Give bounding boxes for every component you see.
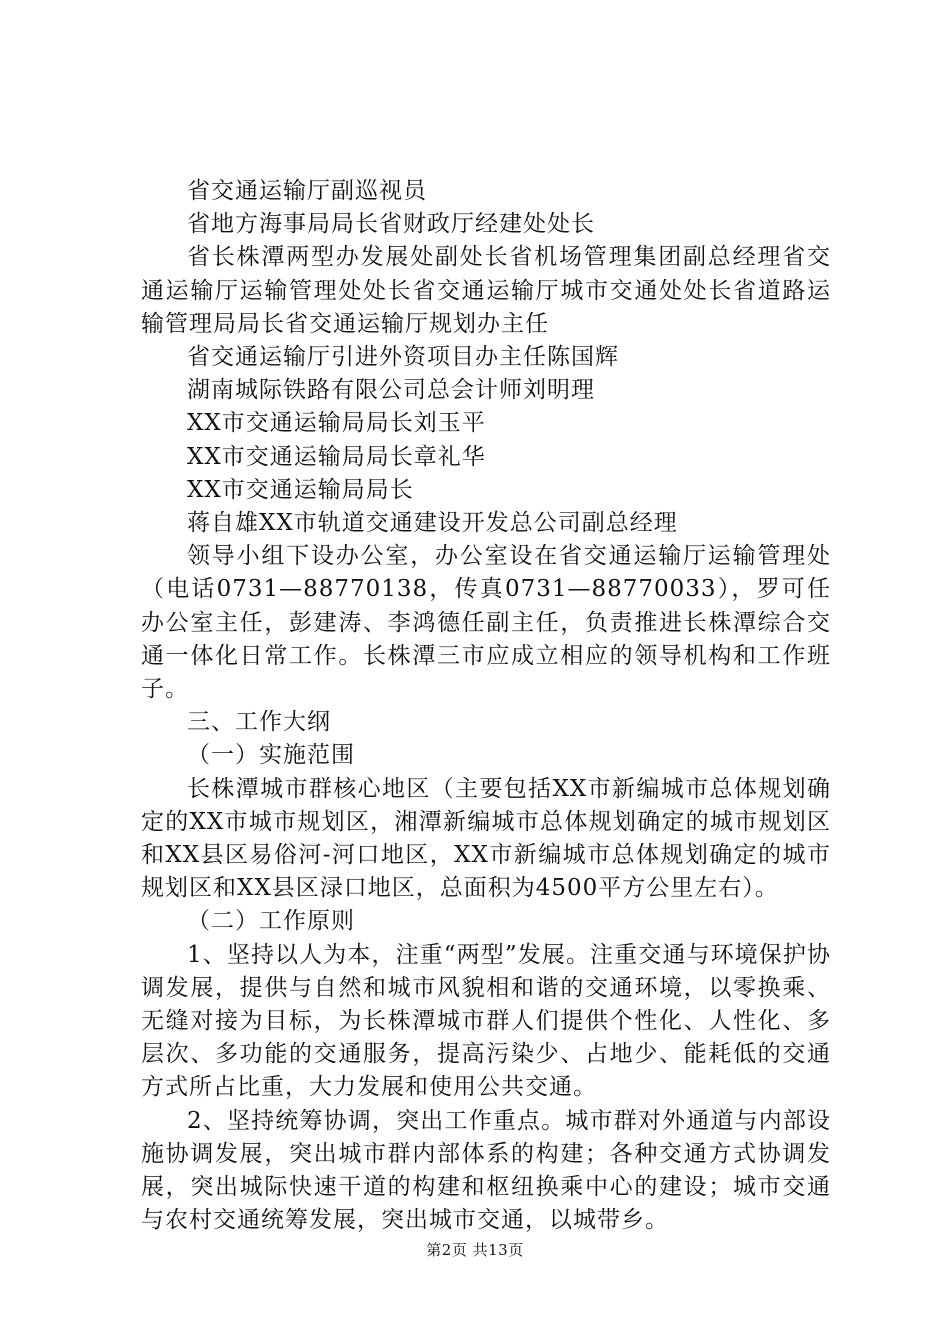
paragraph: 省长株潭两型办发展处副处长省机场管理集团副总经理省交通运输厅运输管理处处长省交通运输厅城市交通处处长省道路运输管理局局长省交通运输厅规划办主任 (141, 244, 831, 337)
paragraph: 领导小组下设办公室，办公室设在省交通运输厅运输管理处（电话0731—88770138，传真0731—88770033），罗可任办公室主任，彭建涛、李鸿德任副主任，负责推进长株潭综合交通一体化日常工作。长株潭三市应成立相应的领导机构和工作班子。 (141, 543, 831, 703)
paragraph: XX市交通运输局局长 (187, 476, 414, 503)
paragraph: 1、坚持以人为本，注重“两型”发展。注重交通与环境保护协调发展，提供与自然和城市风貌相和谐的交通环境，以零换乘、无缝对接为目标，为长株潭城市群人们提供个性化、人性化、多层次、多功能的交通服务，提高污染少、占地少、能耗低的交通方式所占比重，大力发展和使用公共交通。 (141, 941, 831, 1101)
page-number-footer: 第2页 共13页 (426, 1241, 524, 1259)
paragraph: 湖南城际铁路有限公司总会计师刘明理 (187, 377, 595, 404)
paragraph: 省交通运输厅引进外资项目办主任陈国辉 (187, 344, 619, 371)
section-heading: 三、工作大纲 (187, 709, 331, 736)
document-body (141, 175, 831, 1238)
paragraph: 省地方海事局局长省财政厅经建处处长 (187, 211, 595, 238)
paragraph: 蒋自雄XX市轨道交通建设开发总公司副总经理 (187, 510, 678, 537)
subsection-heading: （二）工作原则 (187, 908, 355, 935)
subsection-heading: （一）实施范围 (187, 742, 355, 769)
paragraph: 2、坚持统筹协调，突出工作重点。城市群对外通道与内部设施协调发展，突出城市群内部体系的构建；各种交通方式协调发展，突出城际快速干道的构建和枢纽换乘中心的建设；城市交通与农村交通统筹发展，突出城市交通，以城带乡。 (141, 1107, 831, 1234)
paragraph: 省交通运输厅副巡视员 (187, 178, 427, 204)
paragraph: 长株潭城市群核心地区（主要包括XX市新编城市总体规划确定的XX市城市规划区，湘潭新编城市总体规划确定的城市规划区和XX县区易俗河-河口地区，XX市新编城市总体规划确定的城市规划区和XX县区渌口地区，总面积为4500平方公里左右）。 (141, 775, 831, 902)
paragraph: XX市交通运输局局长章礼华 (187, 443, 486, 470)
paragraph: XX市交通运输局局长刘玉平 (187, 410, 486, 437)
